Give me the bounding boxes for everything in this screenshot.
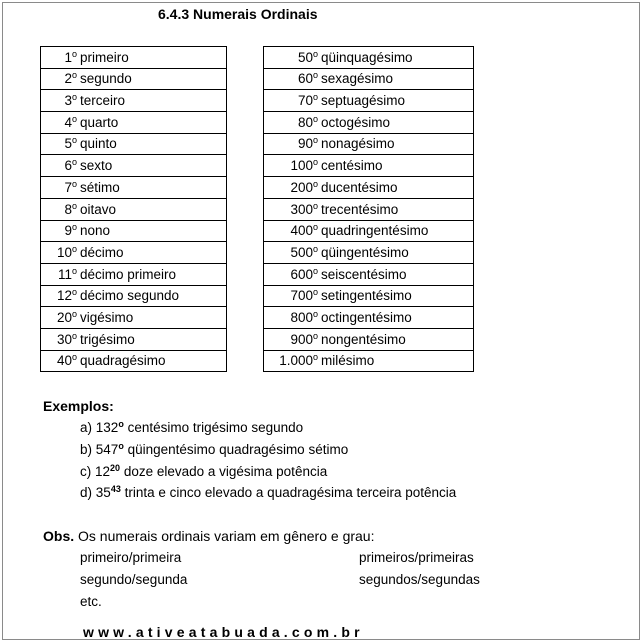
obs-line [43, 528, 374, 544]
table-row [41, 90, 227, 112]
ordinal-cell [41, 242, 227, 264]
example-item [80, 485, 456, 500]
singular-1: primeiro/primeira [80, 550, 182, 565]
ordinal-digits: 8 [64, 201, 72, 217]
ordinal-degree: o [312, 70, 318, 81]
table-row [264, 263, 474, 285]
example-text: qüingentésimo quadragésimo sétimo [127, 442, 349, 457]
ordinal-degree: o [312, 352, 318, 363]
ordinal-digits: 800 [290, 309, 313, 325]
ordinal-name: qüinquagésimo [321, 49, 413, 65]
ordinal-degree: o [71, 352, 77, 363]
example-text: trinta e cinco elevado a quadragésima terceira potência [124, 485, 457, 500]
ordinal-cell [41, 263, 227, 285]
ordinal-name: milésimo [321, 353, 375, 369]
table-row [41, 328, 227, 350]
example-item [80, 420, 303, 435]
ordinal-degree: o [312, 243, 318, 254]
table-row [41, 112, 227, 134]
ordinal-cell [41, 90, 227, 112]
ordinal-cell [264, 307, 474, 329]
ordinal-cell [264, 90, 474, 112]
ordinal-digits: 7 [64, 179, 72, 195]
ordinal-cell [41, 68, 227, 90]
ordinal-cell [41, 177, 227, 199]
ordinal-number [41, 308, 77, 328]
ordinal-digits: 300 [290, 201, 313, 217]
ordinal-digits: 200 [290, 179, 313, 195]
example-letter: a) [80, 420, 93, 435]
ordinal-degree: o [312, 308, 318, 319]
etc-text: etc. [80, 594, 102, 609]
ordinal-degree: o [312, 113, 318, 124]
ordinal-degree: o [71, 308, 77, 319]
examples-heading: Exemplos: [43, 398, 114, 414]
ordinal-cell [264, 68, 474, 90]
table-row [41, 242, 227, 264]
ordinal-number [41, 69, 77, 89]
ordinal-name: trigésimo [80, 331, 135, 347]
ordinal-digits: 6 [64, 158, 72, 174]
ordinal-name: octogésimo [321, 114, 391, 130]
ordinal-cell [41, 220, 227, 242]
ordinal-name: trecentésimo [321, 201, 399, 217]
ordinal-digits: 10 [56, 244, 72, 260]
table-row [41, 198, 227, 220]
ordinal-name: terceiro [80, 93, 126, 109]
ordinal-digits: 20 [56, 309, 72, 325]
ordinal-number [264, 48, 318, 68]
example-item [80, 442, 348, 457]
singular-2: segundo/segunda [80, 572, 188, 587]
table-row [264, 307, 474, 329]
ordinal-number [41, 351, 77, 371]
ordinal-name: vigésimo [80, 309, 134, 325]
table-row [41, 263, 227, 285]
ordinal-cell [264, 285, 474, 307]
ordinal-number [264, 221, 318, 241]
plural-2: segundos/segundas [359, 572, 480, 587]
ordinal-digits: 70 [297, 93, 313, 109]
example-letter: c) [80, 464, 92, 479]
table-row [41, 68, 227, 90]
example-superscript: 43 [110, 484, 121, 494]
table-row [264, 198, 474, 220]
ordinals-table-right [263, 46, 474, 372]
ordinal-cell [41, 328, 227, 350]
ordinal-number [41, 48, 77, 68]
ordinal-number [41, 221, 77, 241]
ordinal-cell [264, 328, 474, 350]
ordinal-number [264, 351, 318, 371]
ordinal-cell [41, 350, 227, 372]
ordinal-cell [264, 198, 474, 220]
ordinal-digits: 12 [56, 288, 72, 304]
ordinal-name: décimo [80, 244, 124, 260]
ordinal-degree: o [71, 222, 77, 233]
ordinal-cell [41, 307, 227, 329]
ordinal-number [264, 156, 318, 176]
ordinal-cell [41, 112, 227, 134]
ordinal-degree: o [71, 70, 77, 81]
ordinal-degree: o [71, 200, 77, 211]
ordinal-digits: 50 [297, 49, 313, 65]
ordinal-name: septuagésimo [321, 93, 406, 109]
ordinal-cell [264, 47, 474, 69]
ordinal-digits: 600 [290, 266, 313, 282]
ordinal-number [41, 91, 77, 111]
table-row [264, 112, 474, 134]
table-row [41, 285, 227, 307]
table-row [264, 328, 474, 350]
ordinal-digits: 100 [290, 158, 313, 174]
table-row [264, 242, 474, 264]
table-row [264, 285, 474, 307]
example-letter: d) [80, 485, 93, 500]
ordinal-cell [264, 155, 474, 177]
ordinal-degree: o [312, 178, 318, 189]
ordinal-cell [264, 220, 474, 242]
website-footer: www.ativeatabuada.com.br [83, 624, 364, 640]
table-row [264, 220, 474, 242]
ordinal-degree: o [312, 330, 318, 341]
ordinal-digits: 2 [64, 71, 72, 87]
ordinal-degree: o [71, 157, 77, 168]
ordinal-digits: 30 [56, 331, 72, 347]
ordinal-cell [41, 133, 227, 155]
table-row [41, 155, 227, 177]
example-number: 132 [95, 420, 119, 435]
ordinal-name: ducentésimo [321, 179, 398, 195]
ordinal-degree: o [312, 48, 318, 59]
ordinal-number [41, 113, 77, 133]
ordinal-name: nono [80, 223, 111, 239]
ordinal-degree: o [71, 330, 77, 341]
ordinal-name: primeiro [80, 49, 129, 65]
ordinal-name: quadragésimo [80, 353, 166, 369]
ordinal-name: sexto [80, 158, 113, 174]
ordinal-digits: 11 [57, 266, 72, 282]
table-row [264, 155, 474, 177]
table-row [264, 177, 474, 199]
ordinal-number [264, 200, 318, 220]
ordinal-number [264, 134, 318, 154]
ordinal-digits: 9 [64, 223, 72, 239]
example-superscript: o [118, 441, 124, 451]
table-row [41, 220, 227, 242]
ordinal-digits: 1 [64, 49, 72, 65]
ordinal-cell [41, 155, 227, 177]
ordinal-name: décimo segundo [80, 288, 180, 304]
ordinal-cell [41, 198, 227, 220]
page-title: 6.4.3 Numerais Ordinais [158, 6, 318, 22]
ordinal-name: quadringentésimo [321, 223, 429, 239]
example-superscript: 20 [110, 463, 121, 473]
ordinal-degree: o [312, 222, 318, 233]
table-row [41, 177, 227, 199]
ordinal-digits: 400 [290, 223, 313, 239]
ordinal-name: quinto [80, 136, 117, 152]
obs-label: Obs. [43, 528, 75, 544]
ordinal-name: oitavo [80, 201, 117, 217]
ordinal-number [264, 286, 318, 306]
ordinal-digits: 4 [64, 114, 72, 130]
ordinal-degree: o [312, 157, 318, 168]
ordinal-digits: 3 [64, 93, 72, 109]
table-row [41, 47, 227, 69]
example-text: doze elevado a vigésima potência [123, 464, 328, 479]
ordinal-cell [41, 285, 227, 307]
ordinal-cell [264, 350, 474, 372]
table-row [41, 350, 227, 372]
ordinal-number [264, 265, 318, 285]
ordinal-number [264, 308, 318, 328]
ordinal-cell [264, 133, 474, 155]
ordinal-degree: o [312, 200, 318, 211]
ordinal-name: octingentésimo [321, 309, 412, 325]
ordinal-digits: 5 [64, 136, 72, 152]
ordinal-degree: o [71, 113, 77, 124]
ordinal-number [41, 265, 77, 285]
ordinal-digits: 900 [290, 331, 313, 347]
table-row [41, 307, 227, 329]
ordinal-name: nongentésimo [321, 331, 406, 347]
ordinal-cell [264, 177, 474, 199]
ordinal-cell [264, 242, 474, 264]
table-row [41, 133, 227, 155]
ordinal-number [41, 286, 77, 306]
ordinal-degree: o [71, 178, 77, 189]
ordinal-digits: 40 [56, 353, 72, 369]
ordinal-number [264, 91, 318, 111]
ordinal-degree: o [71, 265, 77, 276]
ordinal-number [41, 134, 77, 154]
ordinal-number [264, 178, 318, 198]
ordinal-name: qüingentésimo [321, 244, 409, 260]
ordinal-name: sétimo [80, 179, 120, 195]
table-row [264, 90, 474, 112]
ordinal-degree: o [312, 287, 318, 298]
table-row [264, 133, 474, 155]
ordinal-number [264, 330, 318, 350]
example-number: 35 [95, 485, 111, 500]
ordinal-degree: o [312, 135, 318, 146]
ordinal-number [41, 200, 77, 220]
plural-1: primeiros/primeiras [359, 550, 474, 565]
ordinal-cell [264, 263, 474, 285]
ordinal-number [41, 178, 77, 198]
obs-text: Os numerais ordinais variam em gênero e grau: [78, 528, 375, 544]
example-item [80, 464, 327, 479]
ordinal-degree: o [312, 265, 318, 276]
ordinal-degree: o [71, 287, 77, 298]
ordinal-number [41, 156, 77, 176]
ordinal-name: setingentésimo [321, 288, 412, 304]
ordinal-digits: 1.000 [279, 353, 313, 369]
ordinal-degree: o [312, 92, 318, 103]
ordinals-table-left [40, 46, 227, 372]
ordinal-cell [41, 47, 227, 69]
ordinal-name: segundo [80, 71, 132, 87]
ordinal-digits: 700 [290, 288, 313, 304]
table-row [264, 68, 474, 90]
ordinal-number [264, 243, 318, 263]
ordinal-name: seiscentésimo [321, 266, 407, 282]
example-superscript: o [118, 419, 124, 429]
ordinal-name: décimo primeiro [80, 266, 177, 282]
table-row [264, 350, 474, 372]
ordinal-number [41, 330, 77, 350]
ordinal-name: centésimo [321, 158, 383, 174]
ordinal-degree: o [71, 48, 77, 59]
ordinal-name: nonagésimo [321, 136, 395, 152]
example-letter: b) [80, 442, 93, 457]
ordinal-digits: 500 [290, 244, 313, 260]
table-row [264, 47, 474, 69]
ordinal-digits: 80 [297, 114, 313, 130]
ordinal-number [264, 69, 318, 89]
ordinal-cell [264, 112, 474, 134]
ordinal-degree: o [71, 92, 77, 103]
ordinal-degree: o [71, 243, 77, 254]
ordinal-digits: 60 [297, 71, 313, 87]
ordinal-name: quarto [80, 114, 119, 130]
example-number: 547 [95, 442, 119, 457]
ordinal-digits: 90 [297, 136, 313, 152]
ordinal-name: sexagésimo [321, 71, 394, 87]
ordinal-number [41, 243, 77, 263]
ordinal-number [264, 113, 318, 133]
example-number: 12 [95, 464, 111, 479]
ordinal-degree: o [71, 135, 77, 146]
example-text: centésimo trigésimo segundo [127, 420, 304, 435]
